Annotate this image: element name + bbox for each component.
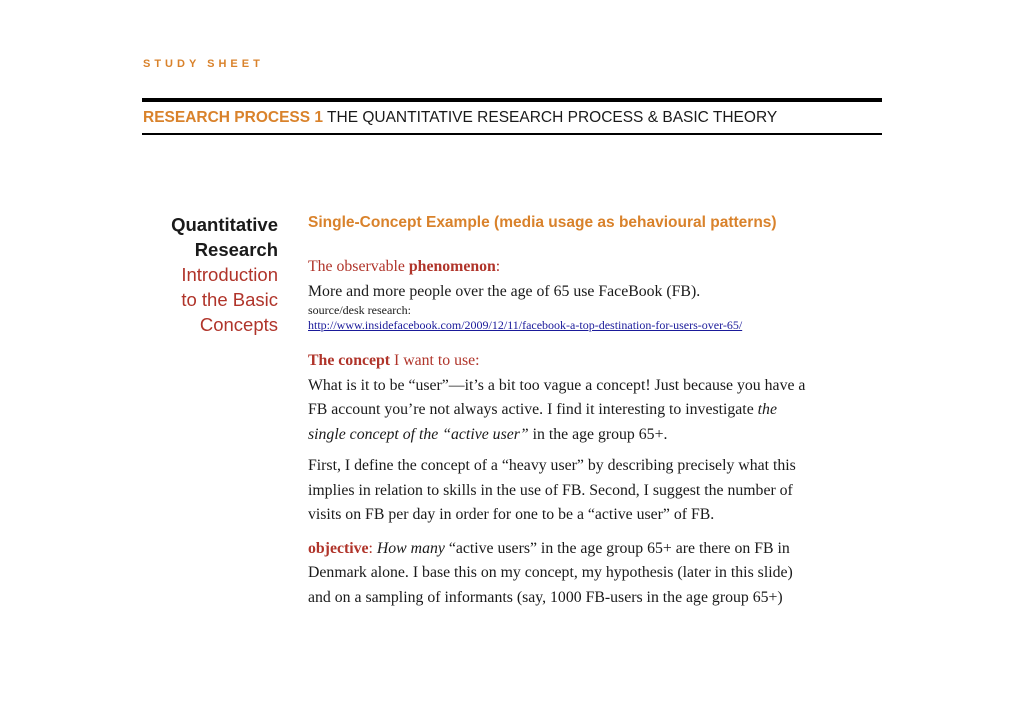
objective-line1-rest: “active users” in the age group 65+ are there on FB in (444, 539, 790, 557)
sidebar-sub-line1: Introduction (181, 264, 278, 285)
concept-line3-em: single concept of the “active user” (308, 425, 529, 443)
phenomenon-term: phenomenon (408, 258, 496, 275)
sidebar-title-line2: Research (194, 239, 278, 260)
objective-term: objective (308, 539, 369, 557)
source-label: source/desk research: (308, 303, 411, 317)
concept-line1: What is it to be “user”—it’s a bit too vague a concept! Just because you have a (308, 376, 806, 394)
section-title: THE QUANTITATIVE RESEARCH PROCESS & BASIC THEORY (323, 109, 778, 126)
objective-line3: and on a sampling of informants (say, 1000 FB-users in the age group 65+) (308, 588, 783, 606)
sidebar-sub-line2: to the Basic (181, 289, 278, 310)
concept-line3-text: in the age group 65+. (528, 425, 668, 443)
sidebar-sub-line3: Concepts (199, 314, 278, 335)
concept-heading (308, 349, 898, 374)
example-subtitle: Single-Concept Example (media usage as behavioural patterns) (308, 214, 777, 231)
slide-sidebar-title (145, 212, 278, 337)
concept-line2 (308, 398, 898, 423)
objective-em: How many (376, 539, 445, 557)
concept-line2-text: FB account you’re not always active. I find it interesting to investigate (308, 401, 758, 418)
study-sheet-label: STUDY SHEET (143, 58, 264, 70)
section-header (143, 109, 777, 127)
source-link[interactable]: http://www.insidefacebook.com/2009/12/11/facebook-a-top-destination-for-users-over-65/ (308, 318, 743, 332)
main-content (308, 214, 898, 610)
concept-line2-em: the (757, 401, 777, 418)
phenomenon-heading (308, 255, 898, 280)
objective-line2: Denmark alone. I base this on my concept, my hypothesis (later in this slide) (308, 564, 793, 581)
header-rule-thick (142, 98, 882, 102)
concept-term: The concept (308, 352, 391, 369)
phenomenon-prefix: The observable (308, 258, 409, 275)
header-rule-thin (142, 133, 882, 135)
phenomenon-colon: : (495, 258, 501, 275)
sidebar-title-line1: Quantitative (171, 214, 278, 235)
objective-line1 (308, 537, 898, 562)
concept-rest: I want to use: (390, 352, 480, 369)
first-line3: visits on FB per day in order for one to be a “active user” of FB. (308, 506, 715, 523)
concept-line3 (308, 423, 898, 448)
first-line2: implies in relation to skills in the use of FB. Second, I suggest the number of (308, 481, 793, 499)
phenomenon-text: More and more people over the age of 65 use FaceBook (FB). (308, 282, 701, 300)
objective-colon: : (368, 539, 377, 557)
section-accent: RESEARCH PROCESS 1 (143, 109, 324, 126)
first-line1: First, I define the concept of a “heavy user” by describing precisely what this (308, 457, 796, 474)
